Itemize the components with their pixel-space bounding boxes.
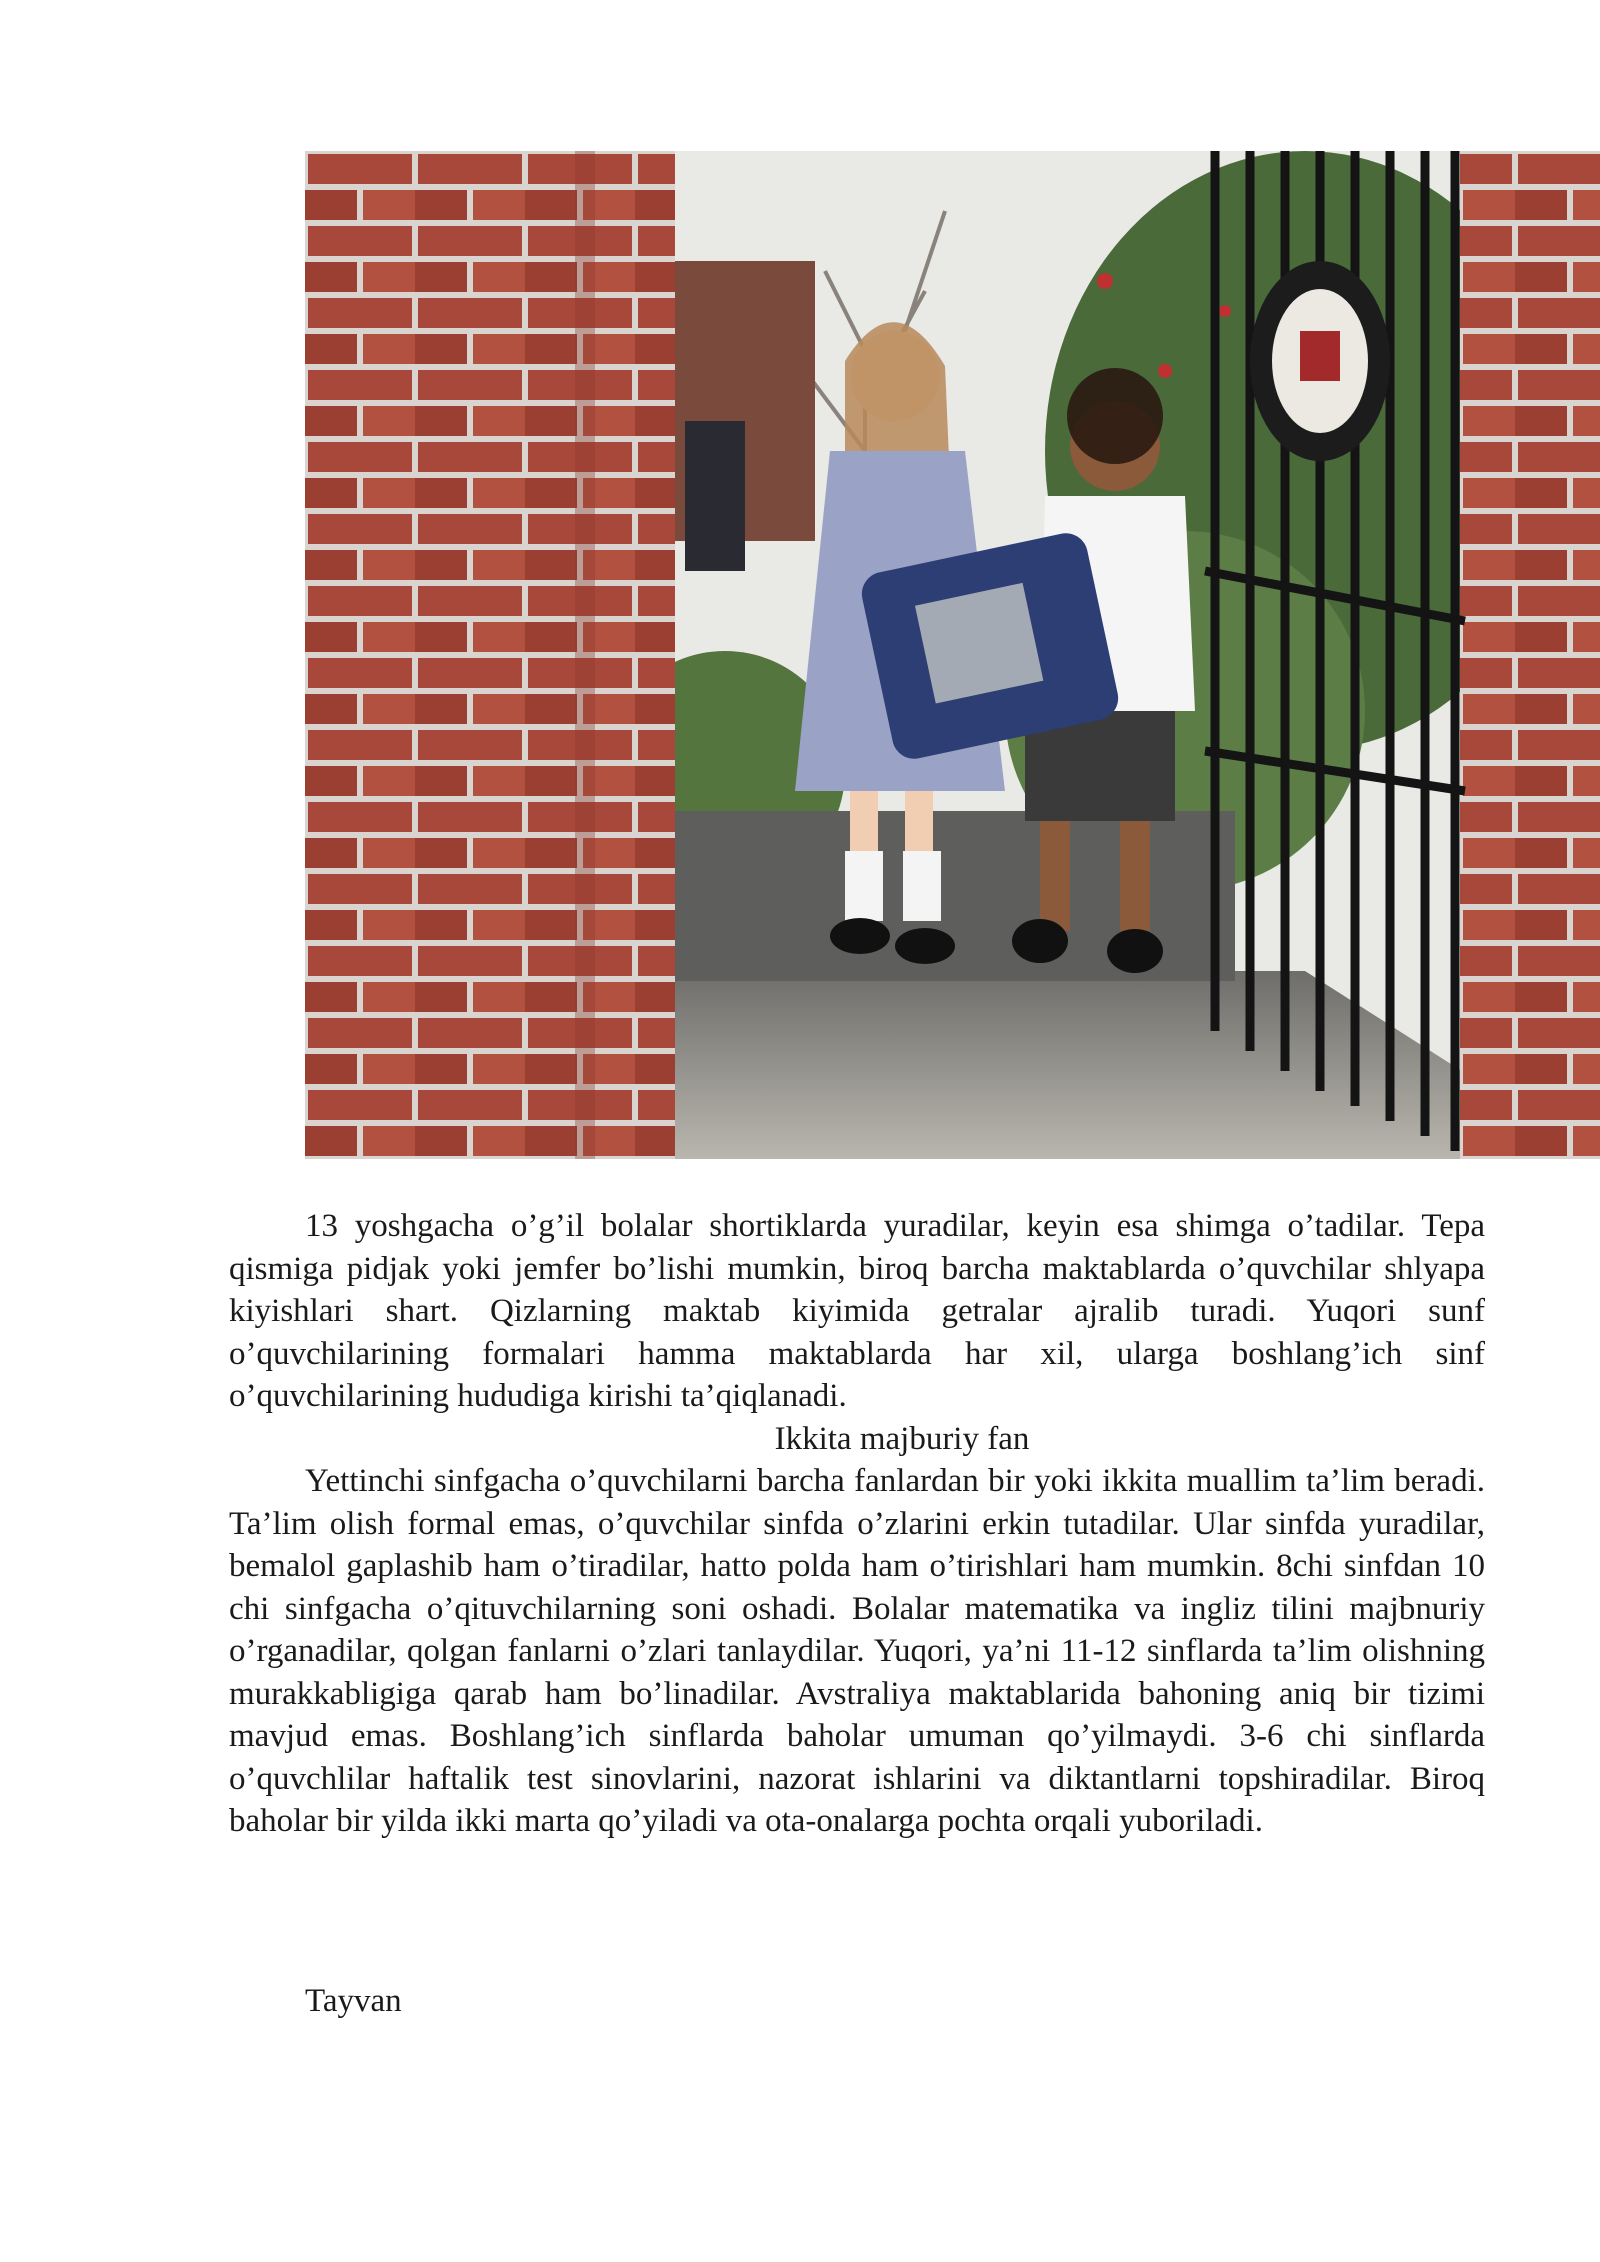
article-body xyxy=(229,1205,1485,1843)
section-title-taiwan: Tayvan xyxy=(305,1983,402,2019)
paragraph-uniform: 13 yoshgacha o’g’il bolalar shortiklarda yuradilar, keyin esa shimga o’tadilar. Tepa qismiga pidjak yoki jemfer bo’lishi mumkin, biroq barcha maktablarda o’quvchilar shlyapa kiyishlari shart. Qizlarning maktab kiyimida getralar ajralib turadi. Yuqori sunf o’quvchilarining formalari hamma maktablarda har xil, ularga boshlang’ich sinf o’quvchilarining hududiga kirishi ta’qiqlanadi. xyxy=(229,1208,1485,1414)
photo-illustration xyxy=(305,151,1600,1159)
paragraph-subjects: Yettinchi sinfgacha o’quvchilarni barcha fanlardan bir yoki ikkita muallim ta’lim beradi. Ta’lim olish formal emas, o’quvchilar sinfda o’zlarini erkin tutadilar. Ular sinfda yuradilar, bemalol gaplashib ham o’tiradilar, hatto polda ham o’tirishlari ham mumkin. 8chi sinfdan 10 chi sinfgacha o’qituvchilarning soni oshadi. Bolalar matematika va ingliz tilini majbnuriy o’rganadilar, qolgan fanlarni o’zlari tanlaydilar. Yuqori, ya’ni 11-12 sinflarda ta’lim olishning murakkabligiga qarab ham bo’linadilar. Avstraliya maktablarida bahoning aniq bir tizimi mavjud emas. Boshlang’ich sinflarda baholar umuman qo’yilmaydi. 3-6 chi sinflarda o’quvchlilar haftalik test sinovlarini, nazorat ishlarini va diktantlarni topshiradilar. Biroq baholar bir yilda ikki marta qo’yiladi va ota-onalarga pochta orqali yuboriladi. xyxy=(229,1463,1485,1839)
school-gate-photo xyxy=(305,151,1600,1159)
section-heading: Ikkita majburiy fan xyxy=(774,1420,1030,1457)
